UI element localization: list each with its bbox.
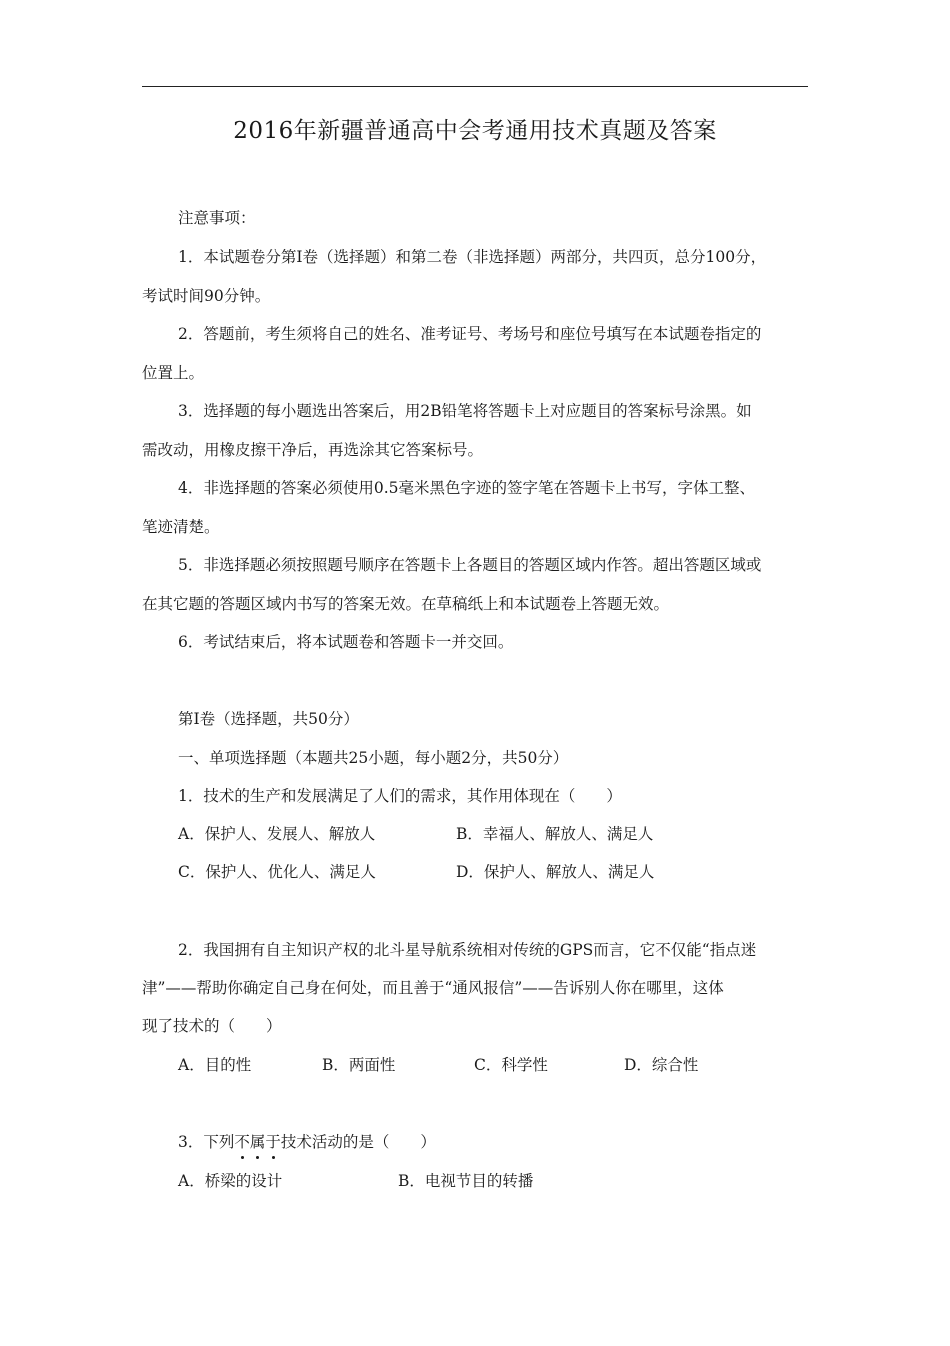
question-3-stem-suffix: 技术活动的是（ ） bbox=[280, 1133, 436, 1151]
question-3-option-a: A．桥梁的设计 bbox=[178, 1172, 283, 1190]
notice-item-5-line-2: 在其它题的答题区域内书写的答案无效。在草稿纸上和本试题卷上答题无效。 bbox=[142, 595, 670, 613]
document-title: 2016年新疆普通高中会考通用技术真题及答案 bbox=[233, 118, 717, 144]
question-1-stem: 1．技术的生产和发展满足了人们的需求，其作用体现在（ ） bbox=[178, 787, 622, 805]
question-2-option-d: D．综合性 bbox=[624, 1056, 699, 1074]
notice-item-6: 6．考试结束后，将本试题卷和答题卡一并交回。 bbox=[178, 633, 514, 651]
emphasis-char: 不 bbox=[234, 1133, 250, 1151]
question-1-option-c: C．保护人、优化人、满足人 bbox=[178, 863, 376, 881]
notice-item-1-line-2: 考试时间90分钟。 bbox=[142, 287, 271, 305]
emphasis-char: 属 bbox=[249, 1133, 266, 1151]
notice-item-4-line-2: 笔迹清楚。 bbox=[142, 518, 220, 536]
notice-item-3-line-2: 需改动，用橡皮擦干净后，再选涂其它答案标号。 bbox=[142, 441, 484, 459]
header-rule bbox=[142, 86, 808, 87]
question-2-stem-line-3: 现了技术的（ ） bbox=[142, 1017, 282, 1035]
notice-heading: 注意事项： bbox=[178, 209, 256, 227]
notice-item-1-line-1: 1．本试题卷分第Ⅰ卷（选择题）和第二卷（非选择题）两部分，共四页，总分100分， bbox=[178, 248, 767, 266]
question-1-option-d: D．保护人、解放人、满足人 bbox=[456, 863, 655, 881]
notice-item-2-line-1: 2．答题前，考生须将自己的姓名、准考证号、考场号和座位号填写在本试题卷指定的 bbox=[178, 325, 762, 343]
question-3-stem bbox=[178, 1132, 436, 1152]
notice-item-5-line-1: 5．非选择题必须按照题号顺序在答题卡上各题目的答题区域内作答。超出答题区域或 bbox=[178, 556, 762, 574]
question-2-stem-line-1: 2．我国拥有自主知识产权的北斗星导航系统相对传统的GPS而言，它不仅能“指点迷 bbox=[178, 941, 757, 959]
notice-item-2-line-2: 位置上。 bbox=[142, 364, 205, 382]
question-3-option-b: B．电视节目的转播 bbox=[398, 1172, 534, 1190]
question-1-option-a: A．保护人、发展人、解放人 bbox=[178, 825, 376, 843]
part1-heading: 第Ⅰ卷（选择题，共50分） bbox=[178, 710, 359, 728]
question-3-stem-prefix: 3．下列 bbox=[178, 1133, 235, 1151]
notice-item-3-line-1: 3．选择题的每小题选出答案后，用2B铅笔将答题卡上对应题目的答案标号涂黑。如 bbox=[178, 402, 752, 420]
question-2-option-c: C．科学性 bbox=[474, 1056, 548, 1074]
section-heading: 一、单项选择题（本题共25小题，每小题2分，共50分） bbox=[178, 749, 569, 767]
emphasis-char: 于 bbox=[265, 1133, 281, 1151]
question-2-option-b: B．两面性 bbox=[322, 1056, 396, 1074]
notice-item-4-line-1: 4．非选择题的答案必须使用0.5毫米黑色字迹的签字笔在答题卡上书写，字体工整、 bbox=[178, 479, 756, 497]
question-1-option-b: B．幸福人、解放人、满足人 bbox=[456, 825, 654, 843]
question-2-option-a: A．目的性 bbox=[178, 1056, 252, 1074]
question-2-stem-line-2: 津”——帮助你确定自己身在何处，而且善于“通风报信”——告诉别人你在哪里，这体 bbox=[142, 979, 724, 997]
